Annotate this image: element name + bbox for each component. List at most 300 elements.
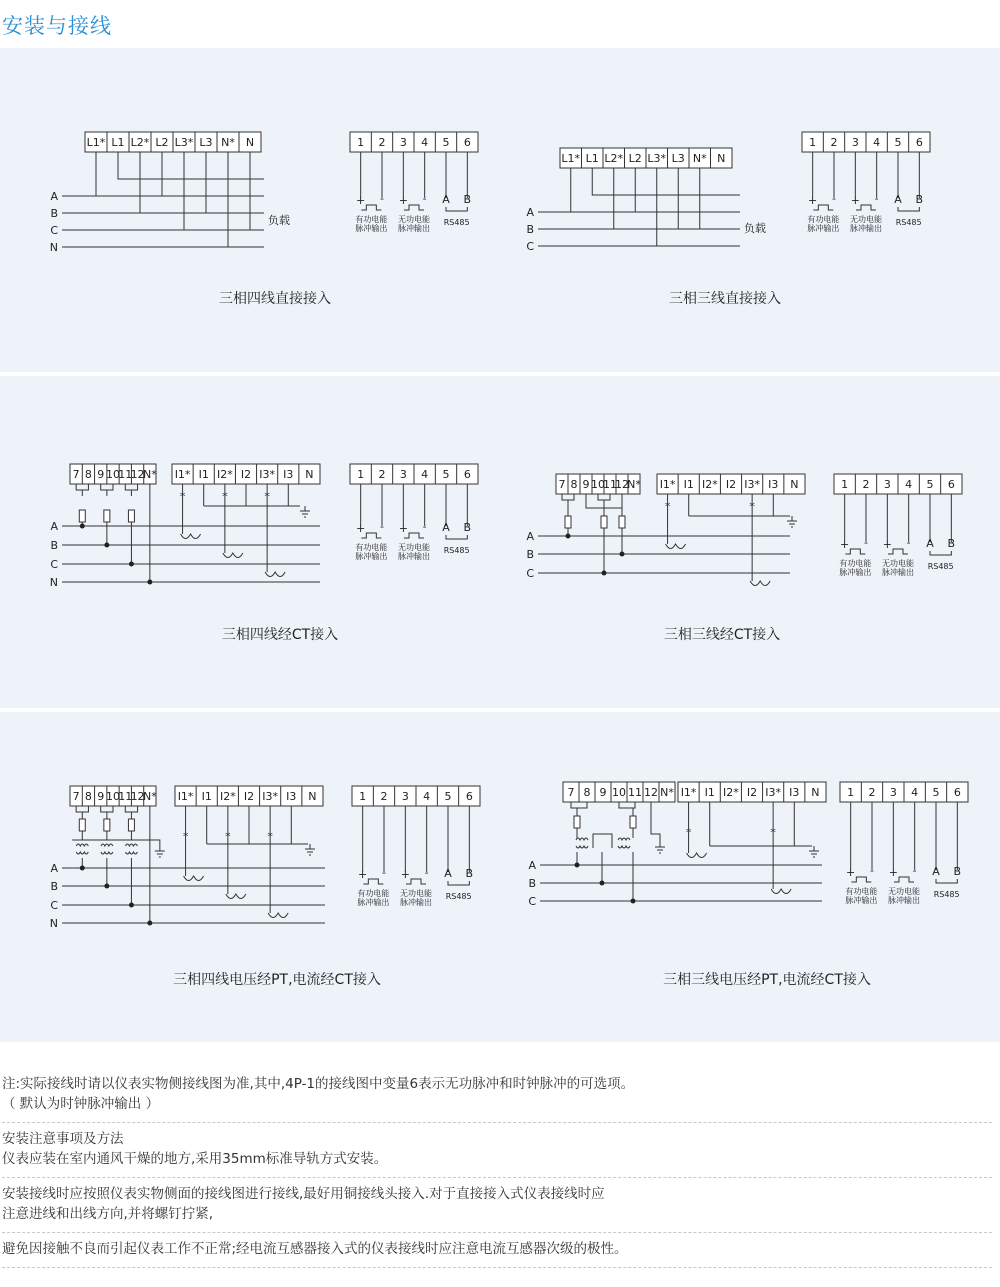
- voltage-link: [101, 806, 113, 812]
- terminal-label: I2*: [722, 786, 739, 799]
- rs485-bracket: [936, 879, 957, 883]
- terminal-label: 10: [612, 786, 626, 799]
- terminal-label: I2*: [701, 478, 718, 491]
- reactive-pulse-label: 无功电能: [398, 215, 430, 224]
- rs485-label: RS485: [445, 892, 472, 901]
- terminal-label: 8: [84, 790, 92, 803]
- plus-sign: +: [840, 538, 850, 551]
- plus-sign: +: [846, 866, 856, 879]
- line-label: A: [50, 520, 58, 533]
- terminal-label: I1: [201, 790, 212, 803]
- terminal-label: 7: [72, 790, 80, 803]
- ct-coil-icon: [226, 894, 246, 899]
- ct-coil-icon: [666, 544, 686, 549]
- terminal-label: I1: [198, 468, 209, 481]
- panel-pt-ct: [0, 712, 1000, 1042]
- rs485-a: A: [932, 865, 940, 878]
- voltage-link: [125, 484, 137, 490]
- terminal-label: 8: [583, 786, 591, 799]
- wire: [635, 168, 740, 212]
- terminal-label: I1*: [177, 790, 194, 803]
- line-label: B: [526, 548, 534, 561]
- terminal-label: I1*: [174, 468, 191, 481]
- terminal-label: 1: [357, 136, 365, 149]
- page-title: 安装与接线: [2, 14, 112, 38]
- terminal-label: 5: [442, 136, 450, 149]
- rs485-label: RS485: [933, 890, 960, 899]
- terminal-label: I2*: [216, 468, 233, 481]
- terminal-label: I1: [683, 478, 694, 491]
- voltage-link: [125, 806, 137, 812]
- terminal-label: I3: [789, 786, 800, 799]
- rs485-bracket: [448, 881, 469, 885]
- rs485-label: RS485: [443, 546, 470, 555]
- reactive-pulse-label: 脉冲输出: [398, 224, 430, 233]
- caption-direct-3w: 三相三线直接接入: [669, 291, 781, 307]
- reactive-pulse-label: 脉冲输出: [850, 224, 882, 233]
- reactive-pulse-label: 无功电能: [400, 889, 432, 898]
- rs485-a: A: [442, 521, 450, 534]
- active-pulse-label: 脉冲输出: [357, 898, 390, 907]
- junction-dot: [129, 903, 134, 908]
- terminal-label: N*: [142, 468, 157, 481]
- terminal-label: L3: [671, 152, 685, 165]
- terminal-label: I3: [286, 790, 297, 803]
- panel-direct-svg: [0, 48, 1000, 372]
- reactive-pulse-label: 无功电能: [398, 543, 430, 552]
- terminal-label: I2: [240, 468, 252, 481]
- line-label: B: [526, 223, 534, 236]
- junction-dot: [80, 524, 85, 529]
- junction-dot: [620, 552, 625, 557]
- notes-section: [2, 1068, 992, 1268]
- plus-sign: +: [400, 868, 410, 881]
- terminal-label: N: [308, 790, 317, 803]
- plus-sign: +: [882, 538, 892, 551]
- voltage-link: [619, 802, 635, 808]
- minus-sign: -: [382, 866, 386, 879]
- terminal-label: 9: [97, 790, 105, 803]
- wire: [593, 834, 612, 848]
- polarity-mark: *: [267, 830, 273, 843]
- wire: [250, 152, 264, 230]
- terminal-label: N: [245, 136, 255, 149]
- line-label: C: [528, 895, 536, 908]
- terminal-label: I3*: [765, 786, 782, 799]
- minus-sign: -: [422, 192, 427, 205]
- terminal-label: N*: [142, 790, 157, 803]
- terminal-label: 10: [106, 790, 120, 803]
- note-line: 仪表应装在室内通风干燥的地方,采用35mm标准导轨方式安装。: [2, 1151, 388, 1167]
- fuse-icon: [574, 816, 580, 828]
- terminal-label: 2: [868, 786, 876, 799]
- terminal-label: L2: [155, 136, 169, 149]
- junction-dot: [80, 866, 85, 871]
- terminal-label: L1: [585, 152, 599, 165]
- rs485-bracket: [446, 535, 467, 539]
- wire: [678, 168, 740, 229]
- terminal-label: L3*: [174, 136, 194, 149]
- panel-pt-ct-svg: [0, 712, 1000, 1042]
- caption-ct-3w: 三相三线经CT接入: [663, 627, 781, 643]
- terminal-label: 1: [359, 790, 367, 803]
- terminal-label: 9: [97, 468, 105, 481]
- wire: [162, 152, 264, 196]
- pt-transformer-icon: [101, 844, 113, 846]
- line-label: N: [49, 576, 58, 589]
- minus-sign: -: [832, 192, 836, 205]
- reactive-pulse-label: 无功电能: [882, 559, 914, 568]
- note-polarity: [2, 1233, 992, 1268]
- junction-dot: [600, 881, 605, 886]
- fuse-icon: [565, 516, 571, 528]
- terminal-label: 9: [599, 786, 607, 799]
- terminal-label: 6: [915, 136, 923, 149]
- terminal-label: 11: [118, 790, 133, 803]
- terminal-label: L1*: [561, 152, 581, 165]
- terminal-label: 1: [357, 468, 365, 481]
- line-label: A: [50, 190, 58, 203]
- rs485-label: RS485: [895, 218, 922, 227]
- polarity-mark: *: [179, 490, 186, 503]
- minus-sign: -: [424, 866, 429, 879]
- terminal-label: 4: [873, 136, 881, 149]
- line-label: B: [50, 880, 58, 893]
- fuse-icon: [630, 816, 636, 828]
- terminal-label: I2*: [219, 790, 236, 803]
- plus-sign: +: [398, 194, 408, 207]
- note-line: 注意进线和出线方向,并将螺钉拧紧,: [2, 1206, 214, 1222]
- terminal-label: 3: [883, 478, 891, 491]
- terminal-label: 7: [72, 468, 80, 481]
- line-label: C: [526, 567, 534, 580]
- ct-coil-icon: [223, 553, 243, 558]
- minus-sign: -: [422, 520, 427, 533]
- junction-dot: [104, 543, 109, 548]
- line-label: A: [528, 859, 536, 872]
- polarity-mark: *: [182, 830, 189, 843]
- pt-transformer-icon: [125, 844, 137, 846]
- junction-dot: [631, 899, 636, 904]
- rs485-bracket: [898, 207, 919, 211]
- terminal-label: 2: [378, 468, 386, 481]
- note-installation: [2, 1123, 992, 1178]
- plus-sign: +: [808, 194, 818, 207]
- note-heading: 安装注意事项及方法: [2, 1131, 124, 1147]
- rs485-b: B: [463, 521, 472, 534]
- terminal-label: 6: [947, 478, 955, 491]
- wire: [651, 802, 660, 842]
- terminal-label: 3: [889, 786, 897, 799]
- ct-coil-icon: [184, 876, 204, 881]
- panel-ct: [0, 376, 1000, 708]
- note-line: 安装接线时应按照仪表实物侧面的接线图进行接线,最好用铜接线头接入.对于直接接入式仪表接线时应: [2, 1186, 605, 1202]
- pt-transformer-icon: [576, 838, 588, 840]
- line-label: C: [50, 224, 58, 237]
- rs485-b: B: [953, 865, 962, 878]
- pt-transformer-icon: [76, 852, 88, 854]
- terminal-label: N*: [660, 786, 674, 799]
- terminal-label: 3: [399, 136, 407, 149]
- terminal-label: I2: [243, 790, 255, 803]
- reactive-pulse-label: 无功电能: [888, 887, 920, 896]
- terminal-label: 12: [130, 468, 145, 481]
- line-label: B: [50, 207, 58, 220]
- minus-sign: -: [864, 536, 868, 549]
- fuse-icon: [79, 819, 85, 831]
- rs485-b: B: [465, 867, 474, 880]
- reactive-pulse-label: 脉冲输出: [882, 568, 914, 577]
- rs485-label: RS485: [927, 562, 954, 571]
- active-pulse-label: 脉冲输出: [355, 224, 388, 233]
- voltage-link: [562, 494, 574, 500]
- terminal-label: 11: [118, 468, 133, 481]
- terminal-label: 10: [591, 478, 605, 491]
- ct-coil-icon: [268, 913, 288, 918]
- rs485-a: A: [442, 193, 450, 206]
- active-pulse-label: 脉冲输出: [807, 224, 840, 233]
- terminal-label: L2*: [604, 152, 624, 165]
- minus-sign: -: [912, 864, 917, 877]
- terminal-label: 3: [851, 136, 859, 149]
- pt-transformer-icon: [101, 852, 113, 854]
- ct-coil-icon: [750, 581, 770, 586]
- note-wiring: [2, 1068, 992, 1123]
- line-label: N: [49, 241, 58, 254]
- terminal-label: 6: [463, 136, 471, 149]
- line-label: N: [49, 917, 58, 930]
- minus-sign: -: [380, 520, 384, 533]
- reactive-pulse-label: 脉冲输出: [398, 552, 430, 561]
- wire: [206, 152, 264, 213]
- pt-transformer-icon: [76, 844, 88, 846]
- terminal-label: L3: [199, 136, 213, 149]
- rs485-a: A: [926, 537, 934, 550]
- terminal-label: 1: [809, 136, 817, 149]
- terminal-label: I2: [746, 786, 758, 799]
- terminal-label: I3*: [744, 478, 761, 491]
- terminal-label: 1: [847, 786, 855, 799]
- terminal-label: I3: [768, 478, 779, 491]
- active-pulse-label: 有功电能: [845, 887, 878, 896]
- reactive-pulse-label: 脉冲输出: [888, 896, 920, 905]
- rs485-b: B: [463, 193, 472, 206]
- load-label: 负载: [744, 222, 766, 235]
- junction-dot: [129, 562, 134, 567]
- terminal-label: I1: [704, 786, 715, 799]
- panel-direct: [0, 48, 1000, 372]
- note-line: （ 默认为时钟脉冲输出 ）: [2, 1096, 160, 1112]
- load-label: 负载: [268, 214, 290, 227]
- active-pulse-label: 有功电能: [355, 215, 388, 224]
- terminal-label: 7: [567, 786, 575, 799]
- junction-dot: [566, 534, 571, 539]
- reactive-pulse-label: 无功电能: [850, 215, 882, 224]
- voltage-link: [76, 484, 88, 490]
- terminal-label: 8: [570, 478, 578, 491]
- junction-dot: [104, 884, 109, 889]
- polarity-mark: *: [225, 830, 231, 843]
- line-label: C: [50, 899, 58, 912]
- terminal-label: 6: [463, 468, 471, 481]
- plus-sign: +: [888, 866, 898, 879]
- note-line: 避免因接触不良而引起仪表工作不正常;经电流互感器接入式的仪表接线时应注意电流互感器次级的极性。: [2, 1241, 628, 1257]
- junction-dot: [602, 571, 607, 576]
- active-pulse-label: 有功电能: [839, 559, 872, 568]
- terminal-label: N: [790, 478, 799, 491]
- terminal-label: 12: [615, 478, 629, 491]
- junction-dot: [147, 921, 152, 926]
- minus-sign: -: [874, 192, 879, 205]
- terminal-label: 2: [380, 790, 388, 803]
- terminal-label: I3*: [259, 468, 276, 481]
- terminal-label: 2: [830, 136, 838, 149]
- caption-pt-4w: 三相四线电压经PT,电流经CT接入: [173, 972, 381, 988]
- terminal-label: 4: [423, 790, 431, 803]
- terminal-label: 11: [603, 478, 617, 491]
- minus-sign: -: [870, 864, 874, 877]
- terminal-label: 3: [401, 790, 409, 803]
- terminal-label: 6: [465, 790, 473, 803]
- wire: [592, 168, 740, 195]
- fuse-icon: [79, 510, 85, 522]
- reactive-pulse-label: 脉冲输出: [400, 898, 432, 907]
- minus-sign: -: [906, 536, 911, 549]
- pt-transformer-icon: [576, 846, 588, 848]
- plus-sign: +: [398, 522, 408, 535]
- active-pulse-label: 脉冲输出: [355, 552, 388, 561]
- terminal-label: 4: [905, 478, 913, 491]
- active-pulse-label: 有功电能: [807, 215, 840, 224]
- rs485-a: A: [444, 867, 452, 880]
- terminal-label: 2: [378, 136, 386, 149]
- terminal-label: N*: [692, 152, 707, 165]
- terminal-label: 5: [442, 468, 450, 481]
- terminal-label: 5: [444, 790, 452, 803]
- active-pulse-label: 脉冲输出: [839, 568, 872, 577]
- terminal-label: L2*: [130, 136, 150, 149]
- line-label: B: [528, 877, 536, 890]
- terminal-label: 8: [84, 468, 92, 481]
- terminal-label: L1*: [86, 136, 106, 149]
- active-pulse-label: 脉冲输出: [845, 896, 878, 905]
- terminal-label: 2: [862, 478, 870, 491]
- plus-sign: +: [850, 194, 860, 207]
- junction-dot: [575, 863, 580, 868]
- pt-transformer-icon: [125, 852, 137, 854]
- polarity-mark: *: [264, 490, 270, 503]
- polarity-mark: *: [770, 826, 776, 839]
- terminal-label: 4: [421, 468, 429, 481]
- active-pulse-label: 有功电能: [355, 543, 388, 552]
- rs485-b: B: [915, 193, 924, 206]
- fuse-icon: [104, 510, 110, 522]
- plus-sign: +: [358, 868, 368, 881]
- caption-pt-3w: 三相三线电压经PT,电流经CT接入: [663, 972, 871, 988]
- terminal-label: 11: [628, 786, 642, 799]
- terminal-label: I1*: [680, 786, 697, 799]
- fuse-icon: [601, 516, 607, 528]
- terminal-label: 5: [926, 478, 934, 491]
- terminal-label: 9: [582, 478, 590, 491]
- ct-coil-icon: [771, 889, 791, 894]
- terminal-label: 4: [911, 786, 919, 799]
- terminal-label: 1: [841, 478, 849, 491]
- fuse-icon: [128, 510, 134, 522]
- line-label: A: [50, 862, 58, 875]
- terminal-label: L1: [111, 136, 125, 149]
- junction-dot: [147, 580, 152, 585]
- terminal-label: 5: [894, 136, 902, 149]
- terminal-label: I3: [283, 468, 294, 481]
- polarity-mark: *: [749, 500, 755, 513]
- voltage-link: [571, 802, 587, 808]
- terminal-label: 12: [644, 786, 658, 799]
- voltage-link: [598, 494, 610, 500]
- polarity-mark: *: [664, 500, 671, 513]
- panel-ct-svg: [0, 376, 1000, 708]
- caption-ct-4w: 三相四线经CT接入: [221, 627, 339, 643]
- rs485-a: A: [894, 193, 902, 206]
- fuse-icon: [104, 819, 110, 831]
- terminal-label: L2: [628, 152, 642, 165]
- note-line: 注:实际接线时请以仪表实物侧接线图为准,其中,4P-1的接线图中变量6表示无功脉冲和时钟脉冲的可选项。: [2, 1076, 635, 1092]
- terminal-label: N*: [221, 136, 235, 149]
- plus-sign: +: [356, 194, 366, 207]
- terminal-label: 12: [130, 790, 145, 803]
- terminal-label: 7: [558, 478, 566, 491]
- terminal-label: I2: [725, 478, 737, 491]
- caption-direct-4w: 三相四线直接接入: [219, 291, 331, 307]
- terminal-label: 4: [421, 136, 429, 149]
- active-pulse-label: 有功电能: [357, 889, 390, 898]
- rs485-bracket: [930, 551, 951, 555]
- fuse-icon: [128, 819, 134, 831]
- terminal-label: 6: [953, 786, 961, 799]
- rs485-bracket: [446, 207, 467, 211]
- terminal-label: I3*: [262, 790, 279, 803]
- polarity-mark: *: [222, 490, 228, 503]
- polarity-mark: *: [685, 826, 692, 839]
- pt-transformer-icon: [618, 838, 630, 840]
- note-connection: [2, 1178, 992, 1233]
- pt-transformer-icon: [618, 846, 630, 848]
- terminal-label: 10: [106, 468, 120, 481]
- terminal-label: I1*: [659, 478, 676, 491]
- ct-coil-icon: [181, 534, 201, 539]
- line-label: A: [526, 206, 534, 219]
- terminal-label: N: [717, 152, 726, 165]
- plus-sign: +: [356, 522, 366, 535]
- terminal-label: N: [305, 468, 314, 481]
- terminal-label: 3: [399, 468, 407, 481]
- minus-sign: -: [380, 192, 384, 205]
- ct-coil-icon: [265, 572, 285, 577]
- ct-coil-icon: [687, 853, 707, 858]
- voltage-link: [101, 484, 113, 490]
- line-label: C: [50, 558, 58, 571]
- line-label: C: [526, 240, 534, 253]
- line-label: B: [50, 539, 58, 552]
- terminal-label: L3*: [647, 152, 667, 165]
- line-label: A: [526, 530, 534, 543]
- terminal-label: N: [811, 786, 820, 799]
- voltage-link: [76, 806, 88, 812]
- rs485-b: B: [947, 537, 956, 550]
- terminal-label: N*: [627, 478, 641, 491]
- fuse-icon: [619, 516, 625, 528]
- terminal-label: 5: [932, 786, 940, 799]
